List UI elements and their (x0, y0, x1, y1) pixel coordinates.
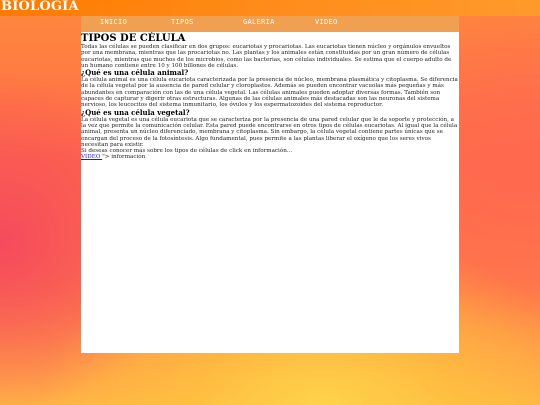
site-title: BIOLOGÍA (1, 0, 79, 14)
video-line (81, 154, 459, 160)
nav-item-tipos[interactable]: TIPOS (171, 18, 194, 26)
video-link[interactable]: VIDEO (81, 154, 103, 161)
nav-item-galeria[interactable]: GALERIA (243, 18, 275, 26)
intro-paragraph: Todas las células se pueden clasificar en dos grupos: eucariotas y procariotas. Las eucariotas tienen núcleo y orgánulos envueltos por una membrana, mientras que las procariotas no. Las plantas y los animales están constituidas por un gran número de células eucariotas, mientras que muchos de los microbios, como las bacterias, son células individuales. Se estima que el cuerpo adulto de un humano contiene entre 10 y 100 billones de células. (81, 44, 452, 69)
site-header (0, 0, 540, 16)
article-content (81, 32, 459, 161)
article-title: TIPOS DE CÉLULA (81, 33, 186, 44)
nav-item-video[interactable]: VIDEO (315, 18, 338, 26)
nav-item-inicio[interactable]: INICIO (100, 18, 128, 26)
nav-bar (81, 16, 459, 32)
plant-cell-paragraph: La célula vegetal es una célula eucariota que se caracteriza por la presencia de una pared celular que le da soporte y protección, a la vez que permite la comunicación celular. Esta pared puede encontrarse en otros tipos de células eucariotas. Al igual que la célula animal, presenta un núcleo diferenciado, membrana y citoplasma. Sin embargo, la célula vegetal contiene partes únicas que se encargan del proceso de la fotosíntesis. Algo fundamental, pues permite a las plantas liberar el oxígeno que los seres vivos necesitan para existir. (81, 116, 458, 148)
main-container (81, 16, 459, 353)
animal-cell-heading: ¿Qué es una célula animal? (81, 68, 189, 78)
video-link-suffix: "> información (102, 154, 146, 161)
plant-cell-heading: ¿Qué es una célula vegetal? (81, 107, 190, 117)
animal-cell-paragraph: La célula animal es una célula eucariota caracterizada por la presencia de núcleo, membrana plasmática y citoplasma. Se diferencia de la célula vegetal por la ausencia de pared celular y cloroplastos. Además se pueden encontrar vacuolas más pequeñas y más abundantes en comparación con las de una célula vegetal. Las células animales pueden adoptar diversas formas. También son capaces de capturar y digerir otras estructuras. Algunas de las células animales más destacadas son las neuronas del sistema nervioso, los leucocitos del sistema inmunitario, los óvulos y los espermatozoides del sistema reproductor. (81, 77, 458, 109)
more-info-text: Si deseas conocer más sobre los tipos de células de click en información... (81, 148, 293, 155)
